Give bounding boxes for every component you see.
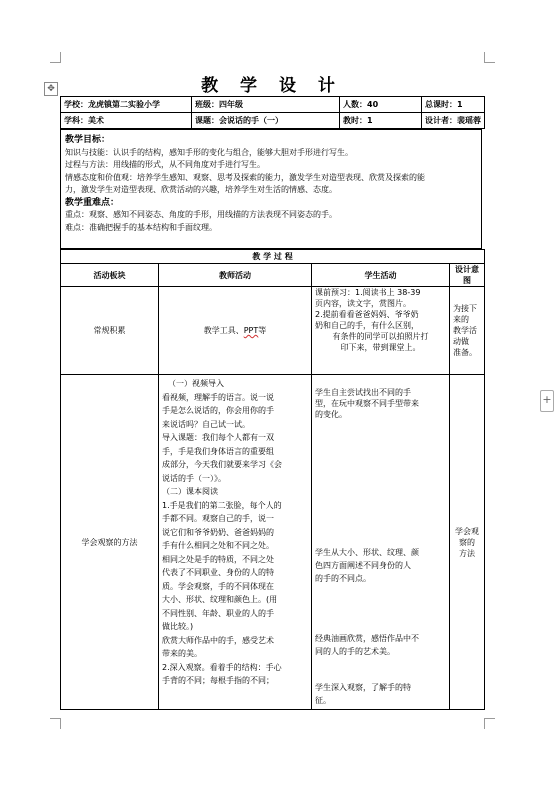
row1-student-line: 印下来，带到课堂上。 [340,343,421,352]
objectives-section [60,129,482,249]
designer-label: 设计者： [425,116,457,125]
row2-student-line: 征。 [315,696,331,705]
key-point-line: 重点：观察、感知不同姿态、角度的手形，用线描的方法表现不同姿态的手。 [65,210,337,219]
objective-line: 力，激发学生对造型表现、欣赏活动的兴趣，培养学生对生活的情感、态度。 [65,185,337,194]
row2-student [312,375,450,710]
row2-student-line: 学生自主尝试找出不同的手 [315,388,411,397]
row2-teacher-line: 说它们和爷爷奶奶、爸爸妈妈的 [162,527,274,537]
school-cell [61,97,192,113]
row1-student-line: 奶和自己的手，有什么区别， [315,321,419,330]
count-cell [340,97,422,113]
objectives-heading: 教学目标： [65,135,111,145]
row1-intent-line: 为接下来的 [453,304,477,324]
side-panel-toggle-icon[interactable]: + [540,390,554,412]
row2-teacher-line: 不同性别、年龄、职业的人的手 [162,608,274,618]
row2-teacher-line: 手，手是我们身体语言的重要组 [162,446,274,456]
row1-intent [450,287,485,375]
objective-line: 情感态度和价值观：培养学生感知、观察、思考及探索的能力，激发学生对造型表现、欣赏及探索的能 [65,172,425,182]
topic-label: 课题： [195,116,219,125]
subject-label: 学科： [64,116,88,125]
row2-teacher-line: 成部分，今天我们就要来学习《会 [162,460,282,469]
process-table [60,249,485,710]
page-corner-mark [50,718,61,729]
row2-intent-line: 方法 [459,548,476,558]
class-label: 班级： [195,100,219,109]
row2-student-line: 型，在玩中观察不同手型带来 [315,399,419,408]
school-value: 龙虎镇第二实验小学 [88,100,160,109]
row2-teacher-line: 说话的手（一）》。 [162,473,226,483]
row2-student-part-b [315,546,446,585]
school-label: 学校： [64,100,88,109]
period-cell [340,113,422,129]
row2-intent [450,375,485,710]
key-points-heading: 教学重难点： [65,197,120,208]
page-corner-mark [50,52,61,63]
row1-teacher [159,287,312,375]
row2-teacher-line: 2.深入观察。看着手的结构：手心 [162,662,282,672]
row1-block: 常规积累 [61,287,159,375]
designer-cell [422,113,485,129]
header-student: 学生活动 [312,264,450,287]
row2-teacher-line: 来说话吗？自己试一试。 [162,419,250,429]
table-move-handle-icon[interactable]: ✥ [44,82,58,96]
row2-teacher-line: 相同之处是手的特质，不同之处 [162,554,274,564]
row1-student-line: 2.提前看看爸爸妈妈、爷爷奶 [315,310,419,319]
row1-student-line: 课前预习：1.阅读书上 38-39 [315,288,421,297]
count-label: 人数： [343,100,367,109]
row2-teacher [159,375,312,710]
row2-teacher-line: 导入课题：我们每个人都有一双 [162,433,274,442]
info-table [60,96,485,129]
row2-block: 学会观察的方法 [61,375,159,710]
class-cell [192,97,340,113]
row1-student-line: 页内容，读文字，赏图片。 [315,299,411,308]
row1-intent-line: 教学活动做 [453,326,477,346]
period-label: 教时： [343,116,367,125]
row2-teacher-line: 1.手是我们的第二张脸，每个人的 [162,500,282,510]
row2-teacher-line: 代表了不同职业、身份的人的特 [162,568,274,577]
row2-student-line: 学生从大小、形状、纹理、颜 [315,548,419,557]
row2-student-line: 学生深入观察，了解手的特 [315,683,411,692]
count-value: 40 [367,100,379,109]
row2-student-line: 经典油画欣赏，感悟作品中不 [315,634,419,643]
subject-value: 美术 [88,116,104,125]
row1-teacher-suffix: 等 [258,326,267,335]
total-cell [422,97,485,113]
objective-line: 知识与技能：认识手的结构，感知手形的变化与组合，能够大胆对手形进行写生。 [65,147,353,157]
class-value: 四年级 [219,100,243,109]
row1-intent-line: 准备。 [453,348,477,357]
process-title: 教 学 过 程 [61,250,485,264]
row1-student [312,287,450,375]
row1-teacher-text: 教学工具、 [203,326,244,335]
row1-student-line: 有条件的同学可以拍照片打 [332,332,429,341]
row2-student-part-d [315,681,446,707]
row2-teacher-line: 看视频，理解手的语言。说一说 [162,392,274,402]
row2-student-part-c [315,632,446,658]
row2-teacher-line: 欣赏大师作品中的手，感受艺术 [162,635,274,645]
page-title: 教 学 设 计 [201,76,343,96]
row2-student-line: 的手的不同点。 [315,574,371,583]
row2-student-part-a [315,387,446,420]
row2-teacher-line: 手都不同。观察自己的手，说一 [162,514,274,523]
total-label: 总课时： [425,100,457,109]
total-value: 1 [457,100,463,109]
header-block: 活动板块 [61,264,159,287]
row2-teacher-line: 大小、形状、纹理和颜色上。(用 [162,595,278,604]
page-corner-mark [484,52,495,63]
row2-teacher-line: 手是怎么说话的，你会用你的手 [162,406,274,415]
row2-teacher-line: （一）视频导入 [168,379,224,388]
row2-teacher-line: （二）课本阅读 [162,487,218,496]
row2-student-line: 的变化。 [315,410,347,419]
objective-line: 过程与方法：用线描的形式，从不同角度对手进行写生。 [65,160,265,169]
row2-teacher-line: 做比较。) [162,622,194,631]
row2-teacher-line: 质。学会观察，手的不同体现在 [162,581,274,591]
row2-teacher-line: 带来的美。 [162,649,202,658]
difficulty-line: 难点：准确把握手的基本结构和手面纹理。 [65,222,217,232]
row1-teacher-ppt: PPT [243,326,259,335]
topic-value: 会说话的手（一） [219,116,283,125]
designer-value: 裴瑶蓉 [457,116,481,125]
header-intent: 设计意图 [450,264,485,287]
period-value: 1 [367,116,373,125]
row2-teacher-line: 手有什么相同之处和不同之处。 [162,541,274,550]
row2-student-line: 同的人的手的艺术美。 [315,647,395,656]
row2-teacher-line: 手背的不同；每根手指的不同； [162,676,274,685]
header-teacher: 教师活动 [159,264,312,287]
page-corner-mark [484,718,495,729]
subject-cell [61,113,192,129]
row2-student-line: 色四方面阐述不同身份的人 [315,561,411,570]
row2-intent-line: 学会观察的 [455,526,480,547]
topic-cell [192,113,340,129]
